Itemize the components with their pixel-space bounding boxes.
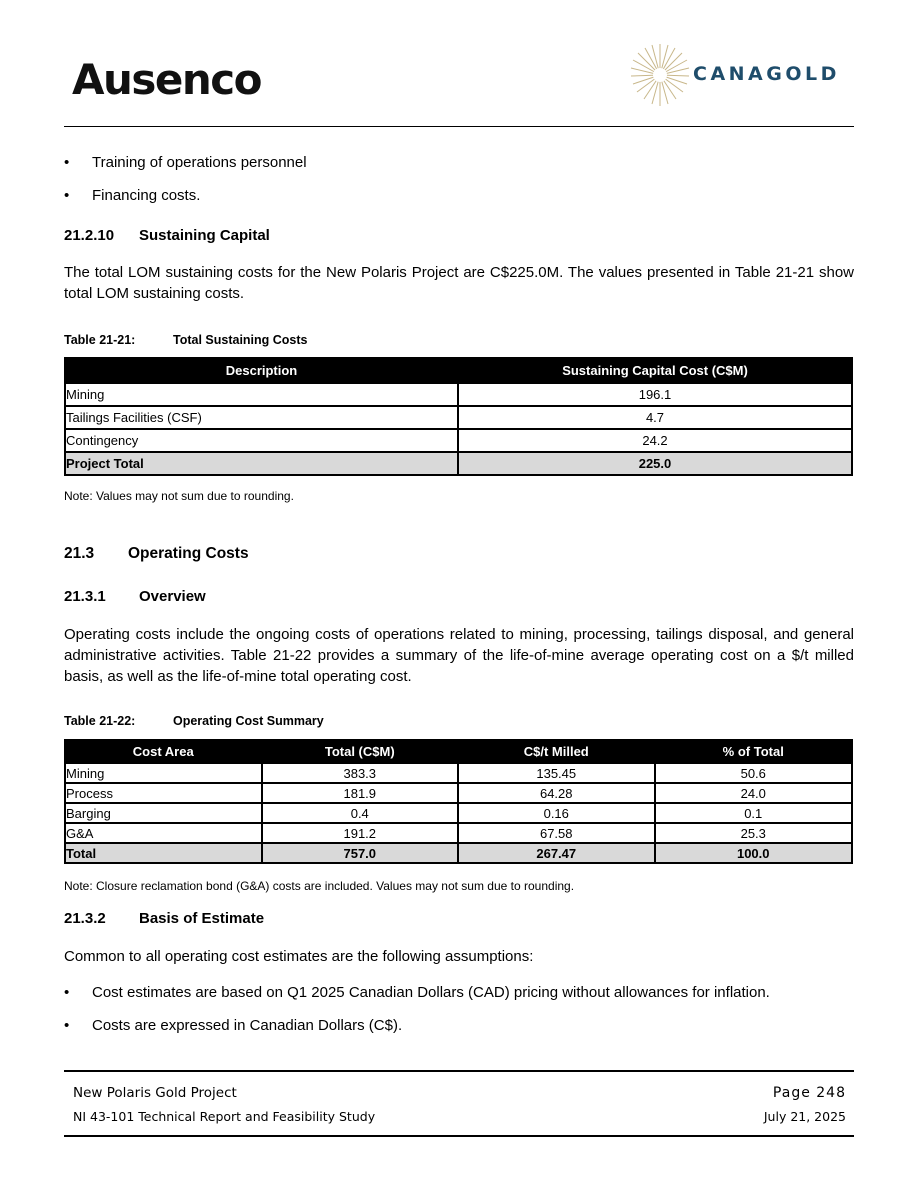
table-row (65, 763, 852, 783)
footer-report: NI 43-101 Technical Report and Feasibility Study (73, 1109, 376, 1124)
table-header-row (65, 740, 852, 763)
table-caption: Table 21-22: Operating Cost Summary (64, 714, 324, 728)
table-cell: 267.47 (458, 843, 655, 863)
bullet-icon: • (64, 154, 70, 171)
table-cell: 196.1 (458, 383, 852, 406)
sustaining-capital-paragraph: The total LOM sustaining costs for the New Polaris Project are C$225.0M. The values presented in Table 21-21 show total LOM sustaining costs. (64, 264, 854, 302)
table-cell: 383.3 (262, 763, 458, 783)
table-cell: 757.0 (262, 843, 458, 863)
table-cell: G&A (65, 823, 262, 843)
table-cell: 67.58 (458, 823, 655, 843)
footer-project: New Polaris Gold Project (73, 1085, 237, 1101)
table-row (65, 406, 852, 429)
sustaining-costs-table (64, 357, 853, 476)
column-header: Cost Area (65, 740, 262, 763)
page-number: Page 248 (772, 1085, 846, 1101)
section-heading-21-3: 21.3 Operating Costs (64, 545, 249, 562)
column-header: Total (C$M) (262, 740, 458, 763)
table-total-row (65, 452, 852, 475)
table-cell: 64.28 (458, 783, 655, 803)
header-divider (64, 126, 854, 127)
basis-paragraph: Common to all operating cost estimates are the following assumptions: (64, 948, 534, 965)
column-header: Description (65, 358, 458, 383)
column-header: % of Total (655, 740, 853, 763)
table-caption: Table 21-21: Total Sustaining Costs (64, 333, 308, 347)
table-total-row (65, 843, 852, 863)
bullet-icon: • (64, 1017, 70, 1034)
table-row (65, 783, 852, 803)
section-heading-21-2-10: 21.2.10 Sustaining Capital (64, 227, 270, 244)
overview-paragraph: Operating costs include the ongoing costs of operations related to mining, processing, tailings disposal, and general administrative activities. Table 21-22 provides a summary of the life-of-mine average operating cost on a $/t milled basis, as well as the life-of-mine total operating cost. (64, 626, 854, 685)
table-cell: 25.3 (655, 823, 853, 843)
bullet-icon: • (64, 984, 70, 1001)
table-cell: 4.7 (458, 406, 852, 429)
section-heading-21-3-1: 21.3.1 Overview (64, 588, 206, 605)
ausenco-logo (72, 56, 261, 104)
table-note: Note: Closure reclamation bond (G&A) costs are included. Values may not sum due to rounding. (64, 879, 575, 893)
canagold-logo (630, 42, 850, 108)
column-header: Sustaining Capital Cost (C$M) (458, 358, 852, 383)
column-header: C$/t Milled (458, 740, 655, 763)
operating-cost-table (64, 739, 853, 864)
table-row (65, 823, 852, 843)
table-row (65, 429, 852, 452)
table-cell: 24.0 (655, 783, 853, 803)
canagold-logo-text: CANAGOLD (693, 63, 840, 85)
table-note: Note: Values may not sum due to rounding. (64, 489, 294, 503)
table-cell: 0.16 (458, 803, 655, 823)
table-cell: 0.1 (655, 803, 853, 823)
table-cell: Total (65, 843, 262, 863)
table-cell: Process (65, 783, 262, 803)
bullet-icon: • (64, 187, 70, 204)
table-cell: 225.0 (458, 452, 852, 475)
footer-divider-top (64, 1070, 854, 1072)
table-cell: Project Total (65, 452, 458, 475)
table-cell: Mining (65, 383, 458, 406)
table-cell: 50.6 (655, 763, 853, 783)
table-cell: 135.45 (458, 763, 655, 783)
footer-date: July 21, 2025 (763, 1109, 846, 1124)
table-cell: 191.2 (262, 823, 458, 843)
table-cell: 100.0 (655, 843, 853, 863)
table-header-row (65, 358, 852, 383)
footer-divider-bottom (64, 1135, 854, 1137)
ausenco-logo-text: Ausenco (72, 55, 262, 104)
table-cell: Tailings Facilities (CSF) (65, 406, 458, 429)
table-cell: Contingency (65, 429, 458, 452)
sunburst-icon (630, 42, 690, 108)
table-cell: 24.2 (458, 429, 852, 452)
table-cell: Barging (65, 803, 262, 823)
table-cell: 181.9 (262, 783, 458, 803)
table-row (65, 383, 852, 406)
section-heading-21-3-2: 21.3.2 Basis of Estimate (64, 910, 265, 927)
table-row (65, 803, 852, 823)
table-cell: 0.4 (262, 803, 458, 823)
table-cell: Mining (65, 763, 262, 783)
